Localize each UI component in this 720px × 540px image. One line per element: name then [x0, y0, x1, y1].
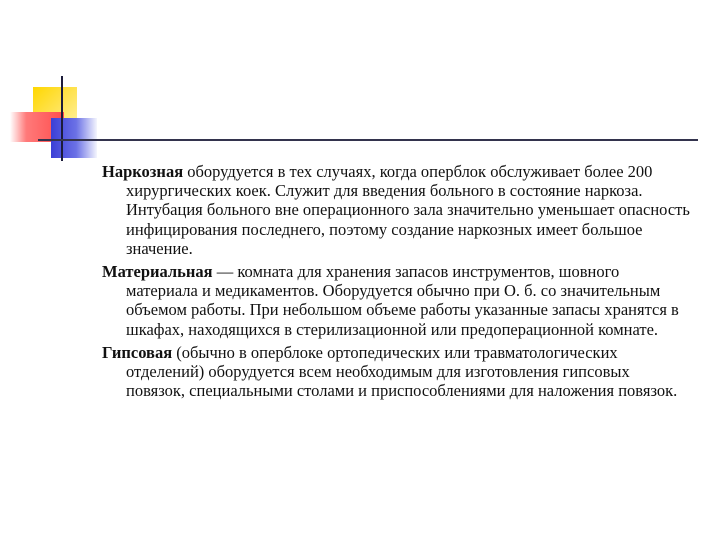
- paragraph-plaster-room: [102, 343, 692, 401]
- decorative-vertical-line: [61, 76, 63, 161]
- paragraph-material-room: [102, 262, 692, 339]
- term-plaster-room: Гипсовая: [102, 342, 173, 362]
- paragraph-anesthesia-room: [102, 162, 692, 258]
- slide-body: [102, 162, 692, 404]
- decorative-blue-square: [51, 118, 97, 158]
- title-divider-line: [38, 139, 698, 141]
- term-anesthesia-room: Наркозная: [102, 162, 184, 181]
- definition-material-room: — комната для хранения запасов инструментов, шовного материала и медикаментов. Оборудуется обычно при О. б. со значительным объемом работы. При небольшом объеме работы указанные запасы хранятся в шкафах, находящихся в стерилизационной или предоперационной комнате.: [126, 262, 679, 339]
- term-material-room: Материальная: [102, 262, 213, 282]
- definition-plaster-room: (обычно в оперблоке ортопедических или травматологических отделений) оборудуется всем необходимым для изготовления гипсовых повязок, специальными столами и приспособлениями для наложения повязок.: [126, 342, 678, 401]
- definition-anesthesia-room: оборудуется в тех случаях, когда оперблок обслуживает более 200 хирургических коек. Служит для введения больного в состояние наркоза. Интубация больного вне операционного зала значительно уменьшает опасность инфицирования последнего, поэтому создание наркозных имеет большое значение.: [126, 162, 690, 258]
